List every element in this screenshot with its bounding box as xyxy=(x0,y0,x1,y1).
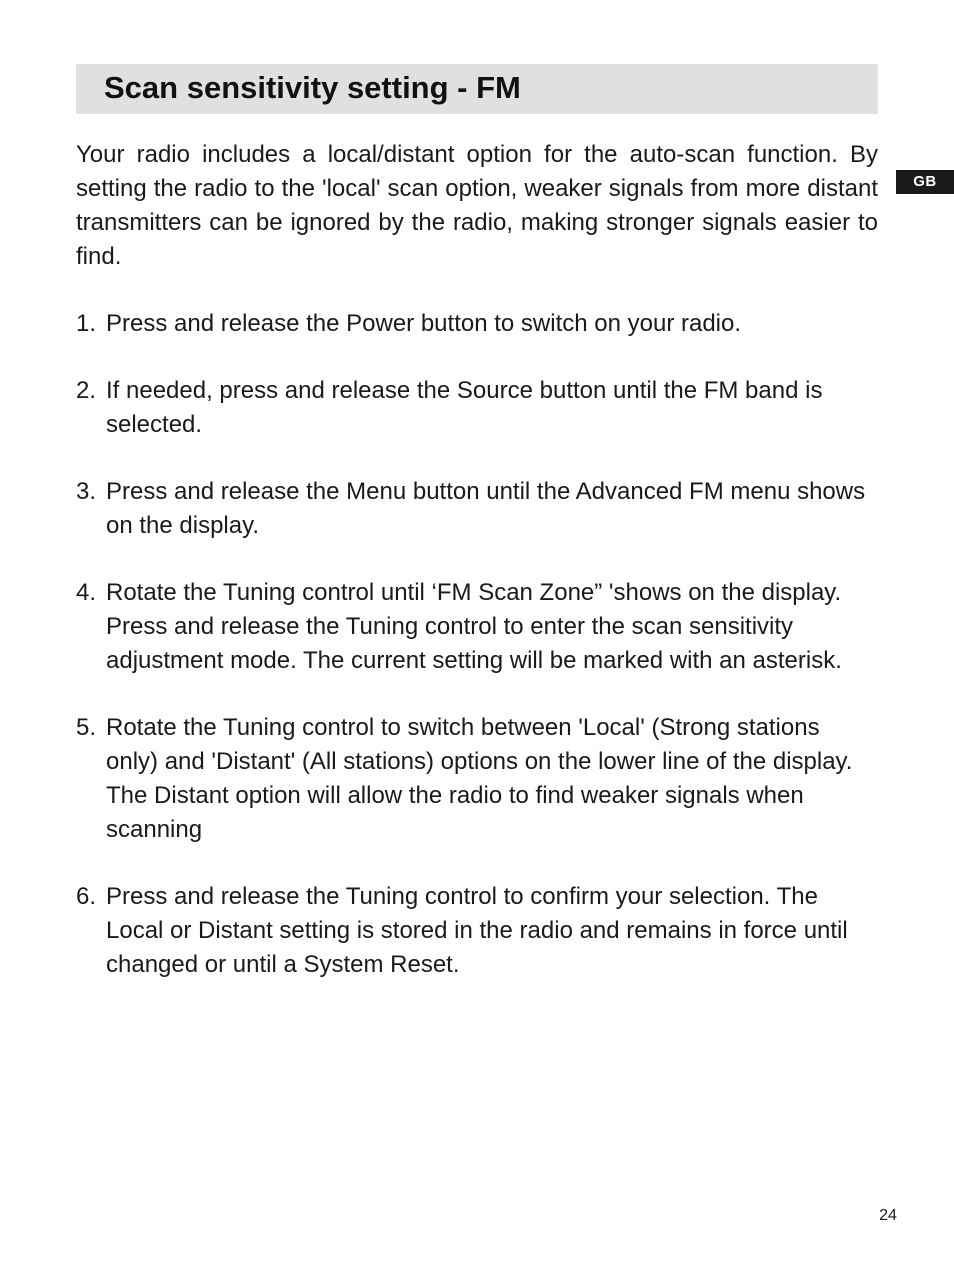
step-text: Press and release the Power button to switch on your radio. xyxy=(106,310,742,337)
step-item xyxy=(76,711,878,847)
step-item xyxy=(76,307,878,341)
step-text: Rotate the Tuning control until ‘FM Scan Zone” 'shows on the display. Press and release the Tuning control to enter the scan sensitivity adjustment mode. The current setting will be marked with an asterisk. xyxy=(106,579,842,674)
step-item xyxy=(76,576,878,678)
step-text: If needed, press and release the Source button until the FM band is selected. xyxy=(106,377,823,438)
step-number: 1. xyxy=(76,310,97,337)
step-item xyxy=(76,475,878,543)
page-title: Scan sensitivity setting - FM xyxy=(104,70,521,105)
step-text: Press and release the Menu button until the Advanced FM menu shows on the display. xyxy=(106,478,866,539)
page-number: 24 xyxy=(879,1207,897,1224)
step-text: Press and release the Tuning control to confirm your selection. The Local or Distant setting is stored in the radio and remains in force until changed or until a System Reset. xyxy=(106,883,848,978)
step-number: 5. xyxy=(76,714,97,741)
step-number: 2. xyxy=(76,377,97,404)
step-number: 4. xyxy=(76,579,97,606)
step-item xyxy=(76,374,878,442)
step-number: 3. xyxy=(76,478,97,505)
step-item xyxy=(76,880,878,982)
instruction-steps xyxy=(76,307,878,1015)
step-number: 6. xyxy=(76,883,97,910)
step-text: Rotate the Tuning control to switch between 'Local' (Strong stations only) and 'Distant' (All stations) options on the lower line of the display. The Distant option will allow the radio to find weaker signals when scanning xyxy=(106,714,853,843)
language-tab: GB xyxy=(896,170,954,194)
intro-paragraph: Your radio includes a local/distant option for the auto-scan function. By setting the radio to the 'local' scan option, weaker signals from more distant transmitters can be ignored by the radio, making stronger signals easier to find. xyxy=(76,141,878,270)
section-title-bar xyxy=(76,64,878,114)
